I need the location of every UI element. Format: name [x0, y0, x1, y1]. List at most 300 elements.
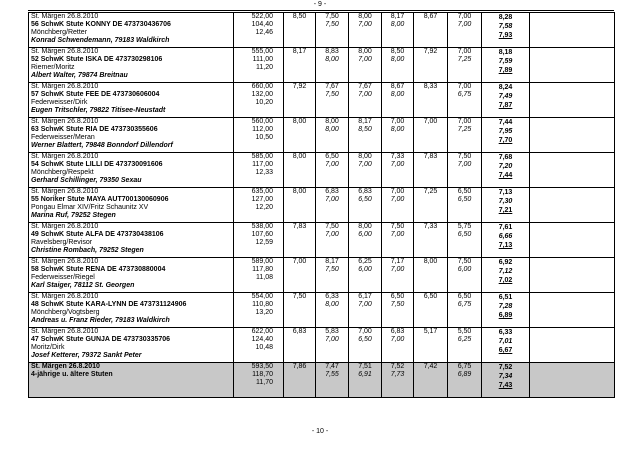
- score-value: 8,17: [390, 13, 405, 20]
- score-value: 7,92: [423, 48, 438, 55]
- score-value: 7,00: [358, 301, 372, 308]
- score-c3-cell: [349, 153, 382, 188]
- final-score-value: 7,13: [498, 189, 513, 196]
- score-value: 7,52: [390, 363, 405, 370]
- score-value: 8,33: [423, 83, 438, 90]
- score-col1-cell: [284, 118, 316, 153]
- score-c3-cell: [349, 363, 382, 398]
- final-score-value: 8,18: [498, 49, 513, 56]
- score-value: 7,51: [358, 363, 372, 370]
- score-value: 8,50: [358, 126, 372, 133]
- score-value: 7,50: [325, 21, 339, 28]
- score-value: 7,25: [457, 126, 472, 133]
- horse-name: 54 SchwK Stute LILLI DE 473730091606: [31, 161, 163, 168]
- score-col1-cell: [284, 258, 316, 293]
- empty-cell: [530, 363, 615, 398]
- score-col5-cell: [414, 13, 448, 48]
- event-place-date: St. Märgen 26.8.2010: [31, 118, 99, 125]
- score-value: 7,25: [457, 56, 472, 63]
- table-row: [29, 48, 615, 83]
- horse-info-cell: [29, 13, 234, 48]
- score-sum-value: 132,00: [251, 91, 273, 98]
- page-number-top: - 9 -: [313, 1, 327, 8]
- final-score-cell: [482, 118, 530, 153]
- score-c4-cell: [382, 118, 414, 153]
- score-c2-cell: [316, 118, 349, 153]
- score-c3-cell: [349, 83, 382, 118]
- score-col6-cell: [448, 363, 482, 398]
- final-score-total: 7,89: [498, 67, 513, 74]
- score-value: 7,00: [325, 161, 339, 168]
- empty-cell: [530, 293, 615, 328]
- owner: Eugen Tritschler, 79822 Titisee-Neustadt: [31, 107, 166, 114]
- score-value: 7,00: [325, 336, 339, 343]
- score-value: 7,50: [390, 223, 405, 230]
- score-col1-cell: [284, 293, 316, 328]
- score-value: 8,00: [390, 21, 405, 28]
- final-score-value: 7,52: [498, 364, 513, 371]
- score-value: 6,83: [292, 328, 307, 335]
- score-sum-value: 110,80: [252, 301, 273, 308]
- score-value: 8,00: [390, 56, 405, 63]
- score-col1-cell: [284, 48, 316, 83]
- score-c3-cell: [349, 293, 382, 328]
- score-c4-cell: [382, 258, 414, 293]
- event-place-date: St. Märgen 26.8.2010: [31, 223, 99, 230]
- final-score-total: 6,67: [498, 347, 513, 354]
- score-value: 6,50: [457, 188, 472, 195]
- score-value: 7,00: [358, 21, 372, 28]
- final-score-value: 7,58: [498, 23, 513, 30]
- score-value: 7,50: [292, 293, 307, 300]
- table-row: [29, 13, 615, 48]
- average-row: [29, 363, 615, 398]
- horse-name: 57 SchwK Stute FEE DE 473730606004: [31, 91, 160, 98]
- score-value: 7,00: [390, 196, 405, 203]
- score-sum-cell: [234, 293, 284, 328]
- score-c4-cell: [382, 153, 414, 188]
- score-col5-cell: [414, 118, 448, 153]
- score-value: 7,00: [358, 91, 372, 98]
- score-col1-cell: [284, 83, 316, 118]
- score-value: 7,00: [390, 161, 405, 168]
- pedigree: Federweisser/Riegel: [31, 274, 95, 281]
- pedigree: Federweisser/Dirk: [31, 99, 88, 106]
- score-col1-cell: [284, 328, 316, 363]
- score-sum-cell: [234, 13, 284, 48]
- score-sum-value: 10,20: [255, 99, 273, 106]
- score-sum-value: 112,00: [252, 126, 273, 133]
- page-number-bottom: - 10 -: [311, 428, 329, 435]
- final-score-total: 7,70: [498, 137, 513, 144]
- score-value: 7,00: [457, 118, 472, 125]
- empty-cell: [530, 153, 615, 188]
- score-value: 6,83: [325, 188, 339, 195]
- score-sum-value: 585,00: [251, 153, 273, 160]
- score-value: 7,00: [325, 231, 339, 238]
- score-value: 7,50: [325, 223, 339, 230]
- final-score-value: 6,51: [498, 294, 513, 301]
- score-value: 7,00: [390, 336, 405, 343]
- final-score-cell: [482, 223, 530, 258]
- score-value: 5,75: [457, 223, 472, 230]
- event-place-date: St. Märgen 26.8.2010: [31, 293, 99, 300]
- score-value: 8,00: [292, 118, 307, 125]
- score-value: 7,00: [292, 258, 307, 265]
- score-col5-cell: [414, 153, 448, 188]
- score-value: 6,25: [457, 336, 472, 343]
- final-score-total: 7,21: [498, 207, 513, 214]
- final-score-total: 7,93: [498, 32, 513, 39]
- horse-info-cell: [29, 48, 234, 83]
- owner: Andreas u. Franz Rieder, 79183 Waldkirch: [31, 317, 170, 324]
- score-value: 7,00: [457, 21, 472, 28]
- score-sum-value: 12,59: [255, 239, 273, 246]
- score-value: 5,50: [457, 328, 472, 335]
- score-c4-cell: [382, 13, 414, 48]
- score-c4-cell: [382, 83, 414, 118]
- score-value: 7,00: [390, 188, 405, 195]
- final-score-value: 7,12: [498, 268, 513, 275]
- event-place-date: St. Märgen 26.8.2010: [31, 258, 99, 265]
- score-value: 8,83: [325, 48, 339, 55]
- score-c3-cell: [349, 48, 382, 83]
- score-value: 8,00: [358, 153, 372, 160]
- score-value: 7,50: [457, 258, 472, 265]
- final-score-value: 7,49: [498, 93, 513, 100]
- event-place-date: St. Märgen 26.8.2010: [31, 328, 99, 335]
- score-sum-value: 107,60: [251, 231, 273, 238]
- score-sum-value: 118,70: [252, 371, 273, 378]
- score-value: 8,00: [325, 126, 339, 133]
- score-value: 7,83: [423, 153, 438, 160]
- table-row: [29, 223, 615, 258]
- final-score-value: 7,34: [498, 373, 513, 380]
- score-value: 7,67: [358, 83, 372, 90]
- score-value: 6,91: [358, 371, 372, 378]
- score-c2-cell: [316, 258, 349, 293]
- table-row: [29, 153, 615, 188]
- horse-name: 63 SchwK Stute RIA DE 473730355606: [31, 126, 158, 133]
- final-score-total: 7,02: [498, 277, 513, 284]
- score-value: 7,86: [292, 363, 307, 370]
- score-sum-value: 522,00: [251, 13, 273, 20]
- score-value: 6,75: [457, 363, 472, 370]
- horse-name: 55 Noriker Stute MAYA AUT700130060906: [31, 196, 169, 203]
- horse-info-cell: [29, 153, 234, 188]
- score-value: 7,00: [457, 161, 472, 168]
- score-sum-cell: [234, 223, 284, 258]
- score-value: 8,00: [292, 153, 307, 160]
- empty-cell: [530, 328, 615, 363]
- score-value: 8,00: [358, 223, 372, 230]
- score-col5-cell: [414, 223, 448, 258]
- score-c4-cell: [382, 48, 414, 83]
- score-col6-cell: [448, 188, 482, 223]
- score-value: 8,00: [390, 91, 405, 98]
- final-score-cell: [482, 188, 530, 223]
- score-value: 7,73: [390, 371, 405, 378]
- score-value: 7,00: [390, 118, 405, 125]
- score-value: 8,17: [358, 118, 372, 125]
- final-score-total: 7,87: [498, 102, 513, 109]
- score-value: 7,67: [325, 83, 339, 90]
- score-c4-cell: [382, 293, 414, 328]
- score-col5-cell: [414, 83, 448, 118]
- score-sum-value: 555,00: [251, 48, 273, 55]
- horse-name: 49 SchwK Stute ALFA DE 473730438106: [31, 231, 164, 238]
- owner: Albert Walter, 79874 Breitnau: [31, 72, 128, 79]
- score-c2-cell: [316, 328, 349, 363]
- score-col1-cell: [284, 363, 316, 398]
- score-value: 6,25: [358, 258, 372, 265]
- empty-cell: [530, 223, 615, 258]
- score-c3-cell: [349, 258, 382, 293]
- score-c2-cell: [316, 153, 349, 188]
- owner: Werner Blattert, 79848 Bonndorf Dillendorf: [31, 142, 173, 149]
- final-score-cell: [482, 48, 530, 83]
- score-c3-cell: [349, 188, 382, 223]
- score-sum-value: 13,20: [255, 309, 273, 316]
- score-value: 7,00: [358, 161, 372, 168]
- final-score-value: 8,24: [498, 84, 513, 91]
- pedigree: Federweisser/Meran: [31, 134, 95, 141]
- final-score-value: 7,01: [498, 338, 513, 345]
- score-sum-value: 635,00: [251, 188, 273, 195]
- horse-info-cell: [29, 83, 234, 118]
- empty-cell: [530, 188, 615, 223]
- score-c2-cell: [316, 83, 349, 118]
- empty-cell: [530, 258, 615, 293]
- score-value: 6,50: [358, 196, 372, 203]
- results-table: [28, 12, 615, 398]
- event-place-date: St. Märgen 26.8.2010: [31, 188, 99, 195]
- final-score-value: 7,59: [498, 58, 513, 65]
- score-col5-cell: [414, 293, 448, 328]
- horse-info-cell: [29, 223, 234, 258]
- owner: Gerhard Schillinger, 79350 Sexau: [31, 177, 142, 184]
- score-sum-value: 10,50: [255, 134, 273, 141]
- score-value: 7,00: [457, 13, 472, 20]
- score-sum-value: 117,80: [252, 266, 273, 273]
- pedigree: Riemer/Moritz: [31, 64, 75, 71]
- horse-name: 52 SchwK Stute ISKA DE 473730298106: [31, 56, 163, 63]
- final-score-value: 8,28: [498, 14, 513, 21]
- score-sum-value: 554,00: [251, 293, 273, 300]
- score-value: 6,00: [358, 266, 372, 273]
- score-sum-value: 12,33: [255, 169, 273, 176]
- score-sum-cell: [234, 83, 284, 118]
- score-col6-cell: [448, 258, 482, 293]
- score-value: 7,00: [358, 56, 372, 63]
- results-rows: [29, 13, 615, 398]
- empty-cell: [530, 83, 615, 118]
- table-row: [29, 293, 615, 328]
- score-sum-value: 11,08: [256, 274, 273, 281]
- score-c4-cell: [382, 363, 414, 398]
- score-col1-cell: [284, 188, 316, 223]
- score-value: 6,89: [457, 371, 472, 378]
- score-sum-value: 538,00: [251, 223, 273, 230]
- score-c2-cell: [316, 293, 349, 328]
- score-c3-cell: [349, 118, 382, 153]
- score-value: 7,47: [325, 363, 339, 370]
- score-value: 7,00: [423, 118, 438, 125]
- score-value: 8,00: [358, 48, 372, 55]
- horse-info-cell: [29, 328, 234, 363]
- horse-info-cell: [29, 188, 234, 223]
- score-col1-cell: [284, 153, 316, 188]
- score-value: 6,50: [358, 336, 372, 343]
- score-value: 6,83: [358, 188, 372, 195]
- pedigree: Mönchberg/Retter: [31, 29, 88, 36]
- score-sum-value: 12,46: [255, 29, 273, 36]
- score-sum-cell: [234, 258, 284, 293]
- score-col6-cell: [448, 153, 482, 188]
- final-score-value: 6,33: [498, 329, 513, 336]
- horse-name: 56 SchwK Stute KONNY DE 473730436706: [31, 21, 171, 28]
- pedigree: Ravelsberg/Revisor: [31, 239, 93, 246]
- score-c2-cell: [316, 48, 349, 83]
- score-value: 7,00: [457, 83, 472, 90]
- score-sum-value: 660,00: [251, 83, 273, 90]
- table-row: [29, 188, 615, 223]
- score-sum-cell: [234, 118, 284, 153]
- final-score-value: 6,66: [498, 233, 513, 240]
- score-value: 8,00: [390, 126, 405, 133]
- score-c2-cell: [316, 13, 349, 48]
- final-score-total: 7,44: [498, 172, 513, 179]
- score-value: 6,00: [457, 266, 472, 273]
- score-value: 8,67: [423, 13, 438, 20]
- table-row: [29, 258, 615, 293]
- score-col5-cell: [414, 258, 448, 293]
- owner: Josef Ketterer, 79372 Sankt Peter: [31, 352, 142, 359]
- score-value: 8,50: [390, 48, 405, 55]
- final-score-cell: [482, 293, 530, 328]
- score-value: 8,00: [292, 188, 307, 195]
- score-value: 6,50: [457, 293, 472, 300]
- score-col1-cell: [284, 223, 316, 258]
- final-score-cell: [482, 363, 530, 398]
- score-value: 7,17: [390, 258, 405, 265]
- score-col6-cell: [448, 48, 482, 83]
- score-value: 7,50: [325, 266, 339, 273]
- score-value: 5,17: [423, 328, 438, 335]
- horse-name: 58 SchwK Stute RENA DE 473730880004: [31, 266, 166, 273]
- score-value: 7,25: [423, 188, 438, 195]
- score-value: 7,55: [325, 371, 339, 378]
- score-col6-cell: [448, 293, 482, 328]
- score-col6-cell: [448, 13, 482, 48]
- score-sum-value: 111,00: [252, 56, 273, 63]
- score-value: 6,00: [358, 231, 372, 238]
- event-place-date: St. Märgen 26.8.2010: [31, 83, 99, 90]
- score-value: 7,00: [325, 196, 339, 203]
- table-row: [29, 118, 615, 153]
- pedigree: Moritz/Dirk: [31, 344, 65, 351]
- final-score-value: 7,95: [498, 128, 513, 135]
- final-score-total: 7,43: [498, 382, 513, 389]
- score-col6-cell: [448, 328, 482, 363]
- empty-cell: [530, 13, 615, 48]
- owner: Marina Ruf, 79252 Stegen: [31, 212, 116, 219]
- score-sum-cell: [234, 48, 284, 83]
- event-place-date: St. Märgen 26.8.2010: [31, 363, 100, 370]
- score-c2-cell: [316, 223, 349, 258]
- horse-info-cell: [29, 293, 234, 328]
- pedigree: Mönchberg/Respekt: [31, 169, 94, 176]
- score-sum-value: 622,00: [251, 328, 273, 335]
- score-c4-cell: [382, 223, 414, 258]
- score-value: 7,50: [325, 91, 339, 98]
- final-score-value: 7,44: [498, 119, 513, 126]
- score-value: 6,75: [457, 91, 472, 98]
- empty-cell: [530, 118, 615, 153]
- score-col6-cell: [448, 83, 482, 118]
- score-sum-value: 117,00: [252, 161, 273, 168]
- score-c3-cell: [349, 13, 382, 48]
- pedigree: Pongau Elmar XIV/Fritz Schaunitz XV: [31, 204, 149, 211]
- score-value: 6,50: [390, 293, 405, 300]
- score-value: 8,00: [325, 118, 339, 125]
- final-score-value: 7,28: [498, 303, 513, 310]
- score-sum-cell: [234, 188, 284, 223]
- score-sum-value: 10,48: [255, 344, 273, 351]
- score-value: 6,75: [457, 301, 472, 308]
- score-sum-value: 593,50: [251, 363, 273, 370]
- horse-name: 47 SchwK Stute GUNJA DE 473730335706: [31, 336, 171, 343]
- score-value: 7,33: [423, 223, 438, 230]
- horse-name: 48 SchwK Stute KARA-LYNN DE 473731124906: [31, 301, 187, 308]
- score-col1-cell: [284, 13, 316, 48]
- final-score-cell: [482, 83, 530, 118]
- score-value: 8,00: [423, 258, 438, 265]
- score-value: 7,00: [457, 48, 472, 55]
- score-value: 6,17: [358, 293, 372, 300]
- top-rule: [28, 10, 614, 11]
- score-value: 7,50: [390, 301, 405, 308]
- score-value: 6,50: [325, 153, 339, 160]
- score-value: 8,50: [292, 13, 307, 20]
- score-value: 8,17: [292, 48, 307, 55]
- score-value: 8,67: [390, 83, 405, 90]
- score-value: 8,17: [325, 258, 339, 265]
- final-score-value: 7,61: [498, 224, 513, 231]
- horse-info-cell: [29, 118, 234, 153]
- owner: Konrad Schwendemann, 79183 Waldkirch: [31, 37, 170, 44]
- table-row: [29, 328, 615, 363]
- score-value: 7,00: [358, 328, 372, 335]
- score-col6-cell: [448, 223, 482, 258]
- score-c4-cell: [382, 188, 414, 223]
- score-value: 6,50: [423, 293, 438, 300]
- final-score-cell: [482, 328, 530, 363]
- score-sum-value: 104,40: [251, 21, 273, 28]
- final-score-value: 6,92: [498, 259, 513, 266]
- final-score-total: 6,89: [498, 312, 513, 319]
- final-score-cell: [482, 258, 530, 293]
- score-col6-cell: [448, 118, 482, 153]
- score-value: 7,33: [390, 153, 405, 160]
- event-place-date: St. Märgen 26.8.2010: [31, 48, 99, 55]
- pedigree: Mönchberg/Vogtsberg: [31, 309, 100, 316]
- score-sum-value: 12,20: [255, 204, 273, 211]
- score-sum-value: 589,00: [251, 258, 273, 265]
- table-row: [29, 83, 615, 118]
- final-score-value: 7,68: [498, 154, 513, 161]
- score-sum-value: 11,20: [256, 64, 273, 71]
